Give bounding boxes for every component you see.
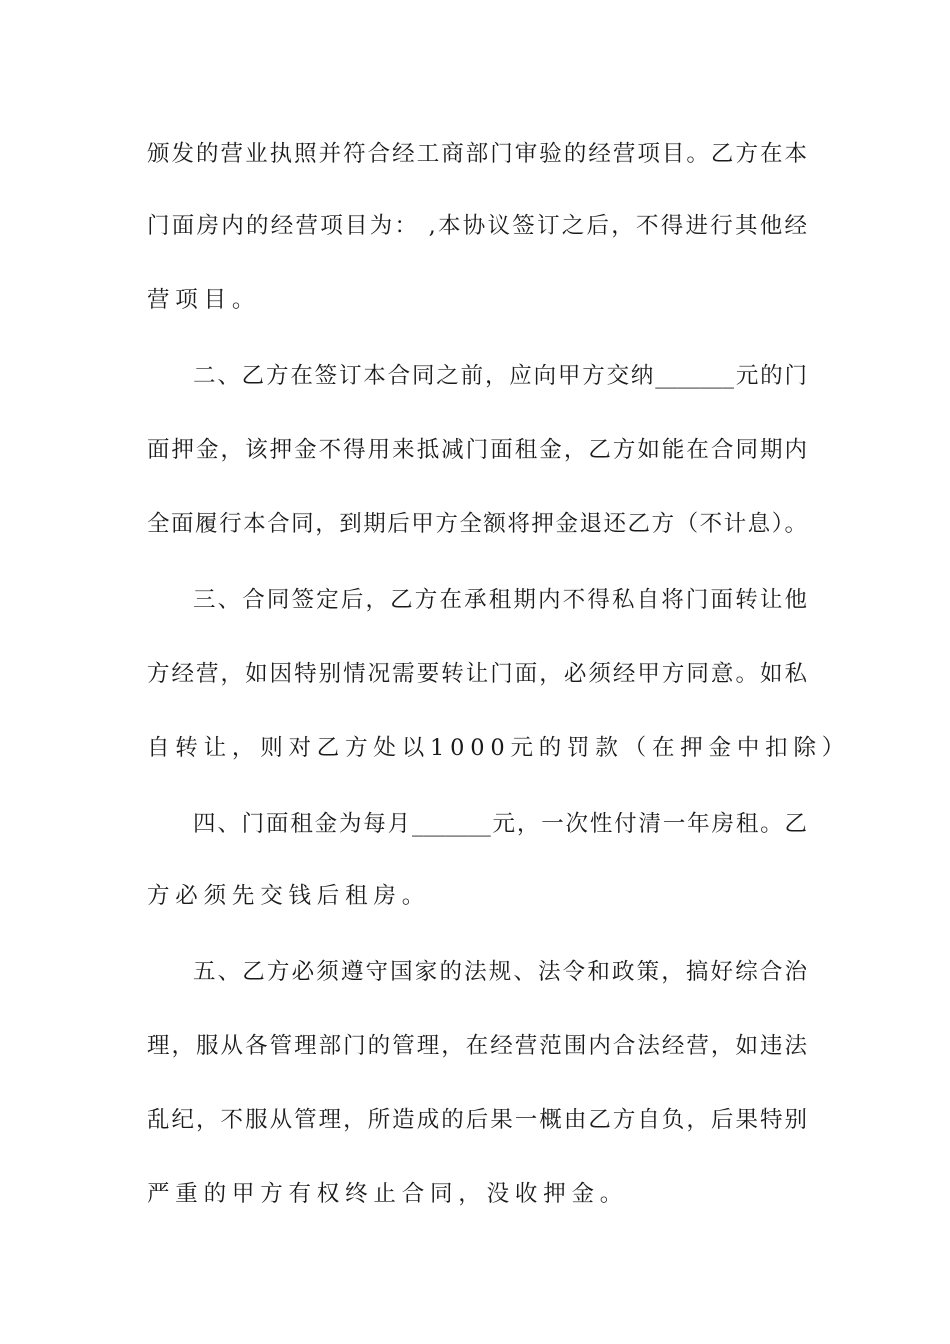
text-line: 营项目。 (147, 287, 261, 313)
text-line: 理，服从各管理部门的管理，在经营范围内合法经营，如违法 (147, 1033, 807, 1059)
paragraph-4-first-line: 四、门面租金为每月_______元，一次性付清一年房租。乙 (193, 811, 807, 837)
paragraph-3-first-line: 三、合同签定后，乙方在承租期内不得私自将门面转让他 (193, 587, 807, 613)
text-line: 严重的甲方有权终止合同，没收押金。 (147, 1181, 629, 1207)
text-line: 方必须先交钱后租房。 (147, 883, 431, 909)
text-line: 门面房内的经营项目为： ,本协议签订之后，不得进行其他经 (147, 213, 807, 239)
text-line: 乱纪，不服从管理，所造成的后果一概由乙方自负，后果特别 (147, 1107, 807, 1133)
text-line: 面押金，该押金不得用来抵减门面租金，乙方如能在合同期内 (147, 437, 807, 463)
text-line: 颁发的营业执照并符合经工商部门审验的经营项目。乙方在本 (147, 141, 807, 167)
paragraph-5-first-line: 五、乙方必须遵守国家的法规、法令和政策，搞好综合治 (193, 959, 807, 985)
text-line: 全面履行本合同，到期后甲方全额将押金退还乙方（不计息）。 (147, 511, 807, 537)
text-line: 自转让，则对乙方处以1000元的罚款（在押金中扣除） (147, 735, 851, 761)
text-line: 方经营，如因特别情况需要转让门面，必须经甲方同意。如私 (147, 661, 807, 687)
paragraph-2-first-line: 二、乙方在签订本合同之前，应向甲方交纳_______元的门 (193, 363, 807, 389)
